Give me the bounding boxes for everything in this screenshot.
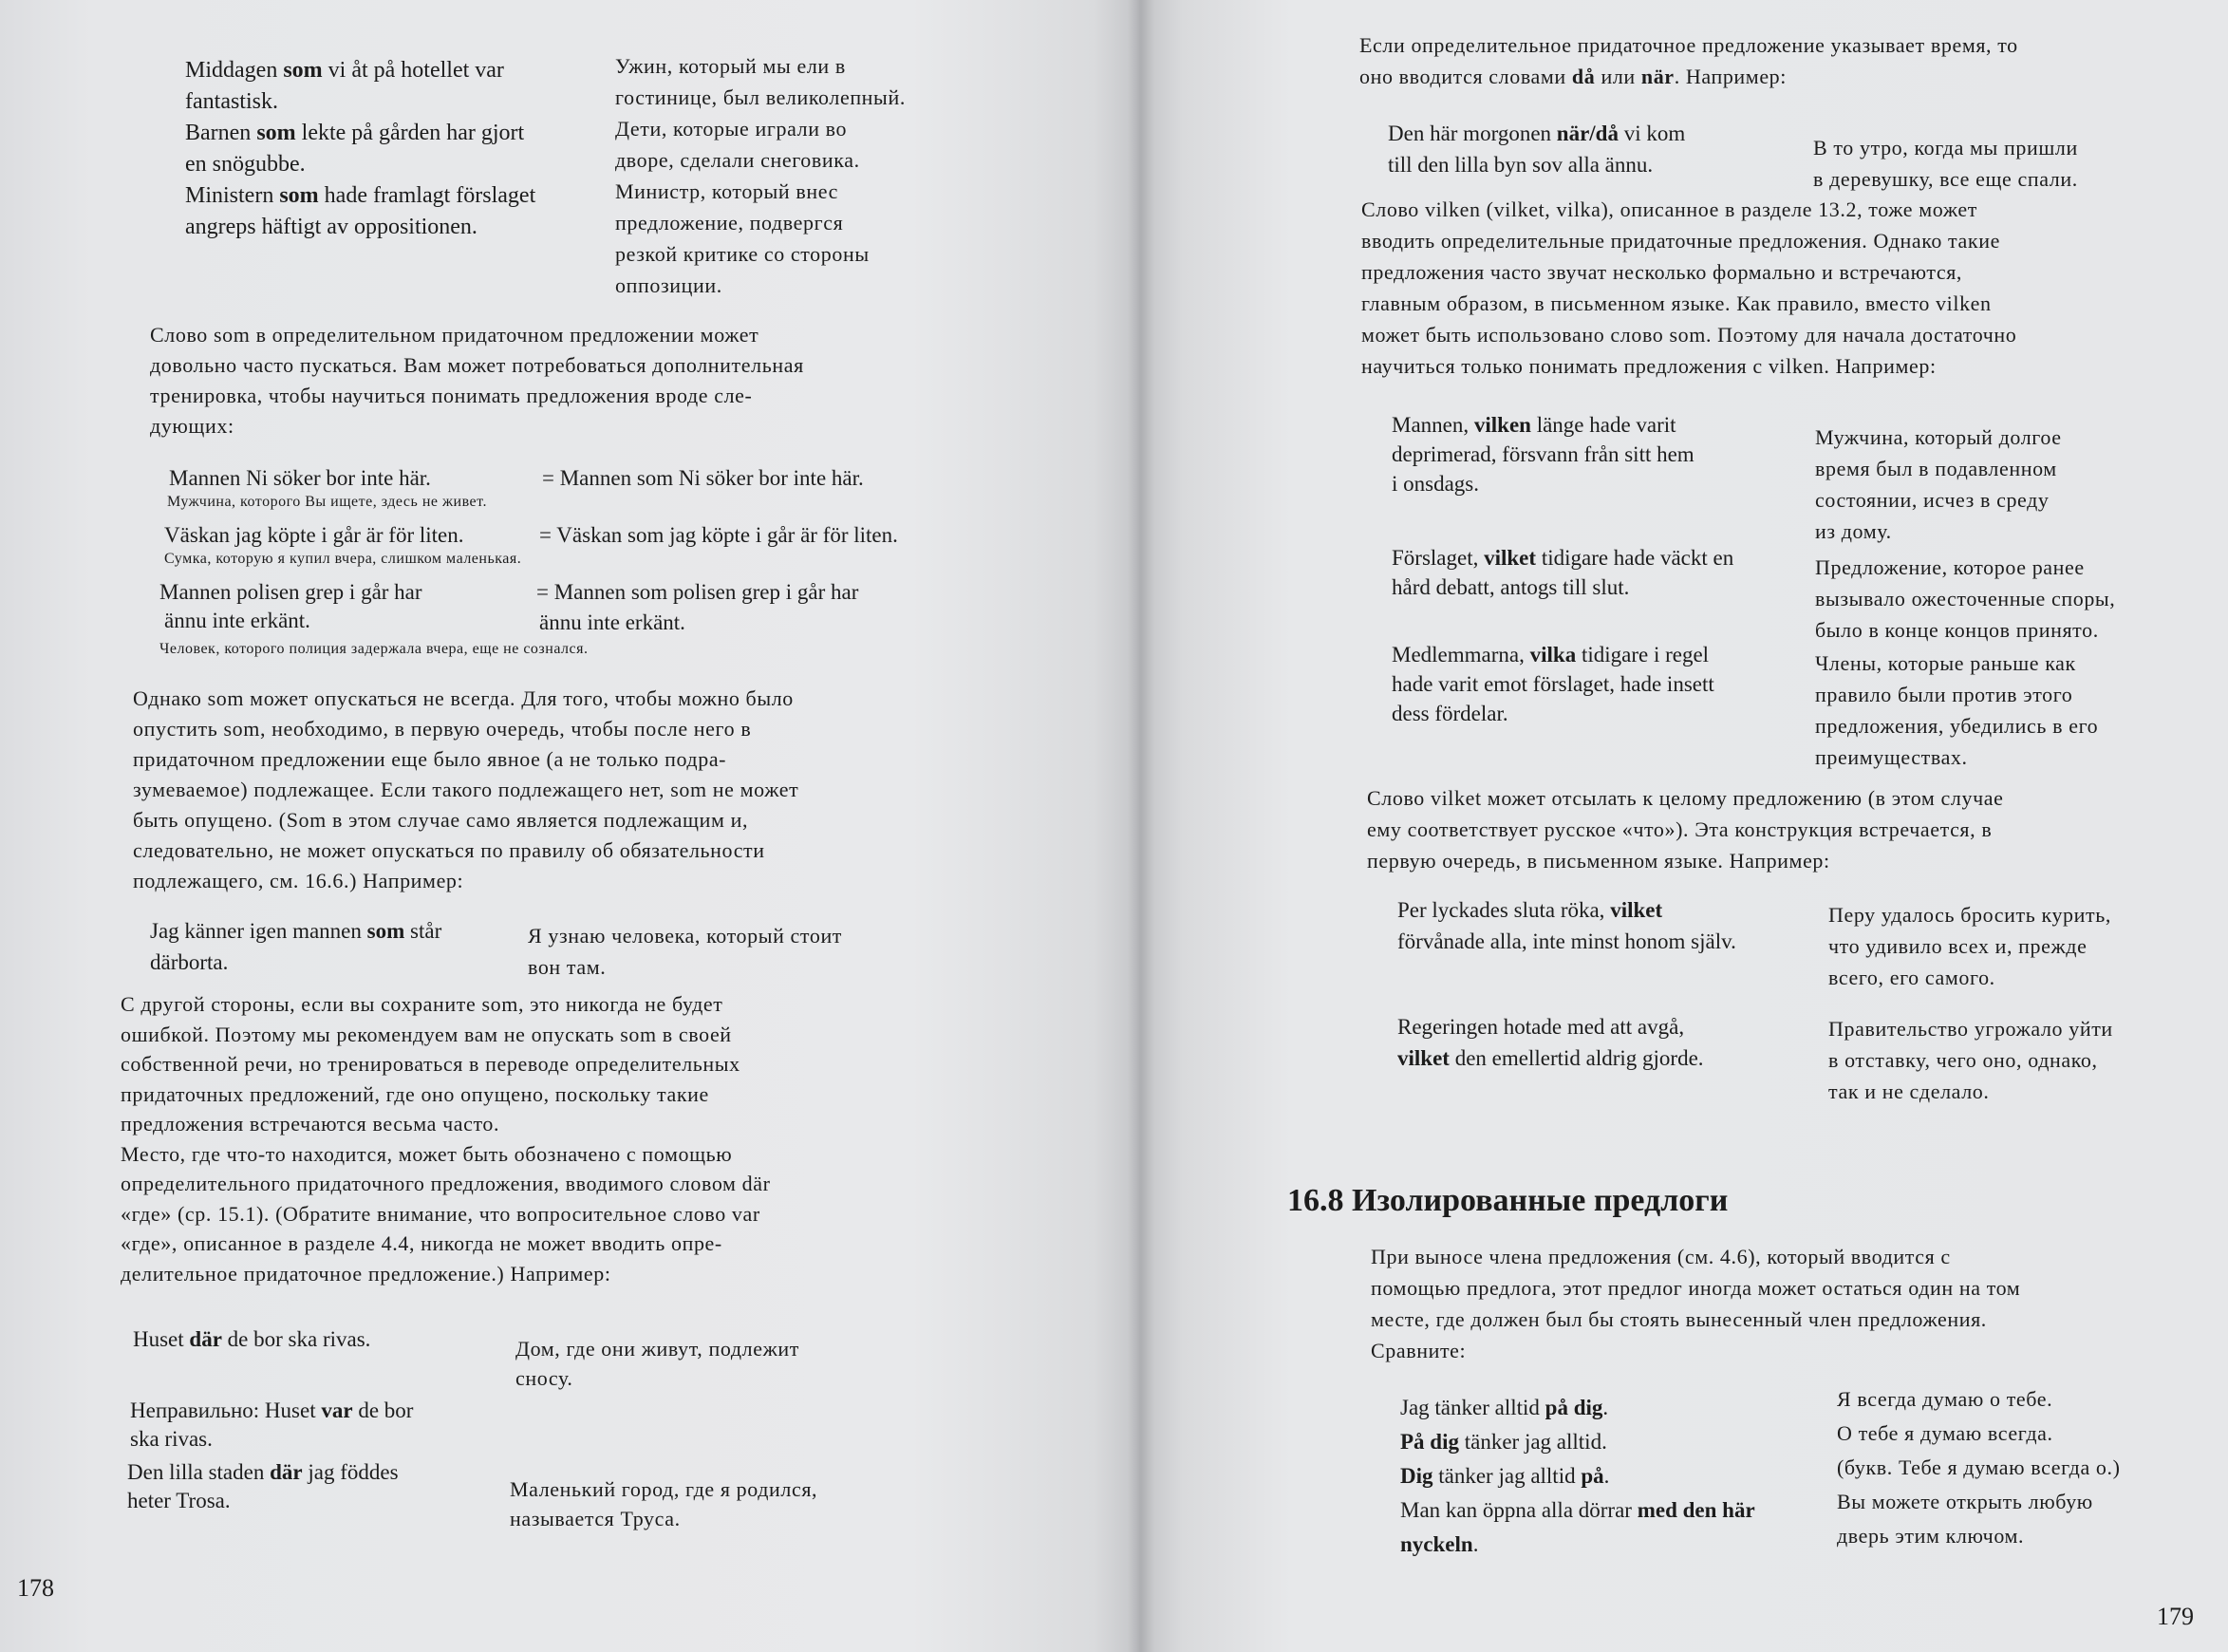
text-line: nyckeln. bbox=[1400, 1532, 1479, 1556]
text-line: резкой критике со стороны bbox=[615, 242, 870, 266]
text-line: därborta. bbox=[150, 950, 229, 974]
text-line: Я узнаю человека, который стоит bbox=[528, 924, 843, 948]
example-sv: Mannen polisen grep i går har bbox=[159, 580, 422, 604]
example-sv: Den lilla staden där jag föddes bbox=[127, 1460, 399, 1484]
example-equivalent: = Väskan som jag köpte i går är för liten. bbox=[539, 523, 898, 547]
example-ru: что удивило всех и, прежде bbox=[1828, 934, 2088, 958]
example-ru: правило были против этого bbox=[1815, 683, 2073, 706]
text-line: дверь этим ключом. bbox=[1837, 1524, 2025, 1548]
text-line: придаточном предложении еще было явное (а не только подра- bbox=[133, 747, 727, 771]
text-line: Вы можете открыть любую bbox=[1837, 1490, 2093, 1513]
example-sv: vilket den emellertid aldrig gjorde. bbox=[1397, 1046, 1704, 1070]
example-ru: из дому. bbox=[1815, 519, 1892, 543]
example-ru: называется Труса. bbox=[510, 1507, 681, 1530]
example-equivalent: ännu inte erkänt. bbox=[539, 610, 685, 634]
page-number-left: 178 bbox=[17, 1574, 54, 1602]
text-line: «где», описанное в разделе 4.4, никогда не может вводить опре- bbox=[121, 1231, 722, 1255]
text-line: опустить som, необходимо, в первую очередь, чтобы после него в bbox=[133, 717, 752, 741]
example-ru: Дом, где они живут, подлежит bbox=[515, 1337, 799, 1361]
example-sv: heter Trosa. bbox=[127, 1489, 231, 1512]
text-line: придаточных предложений, где оно опущено, поскольку такие bbox=[121, 1081, 709, 1106]
text-line: довольно часто пускаться. Вам может потребоваться дополнительная bbox=[150, 353, 804, 377]
text-line: Министр, который внес bbox=[615, 179, 839, 203]
text-line: дующих: bbox=[150, 414, 234, 438]
text-line: О тебе я думаю всегда. bbox=[1837, 1421, 2053, 1445]
text-line: вводить определительные придаточные предложения. Однако такие bbox=[1361, 229, 2000, 253]
text-line: С другой стороны, если вы сохраните som, это никогда не будет bbox=[121, 992, 723, 1016]
example-equivalent: = Mannen som Ni söker bor inte här. bbox=[542, 466, 864, 490]
right-page bbox=[1139, 0, 2228, 1652]
text-line: предложения встречаются весьма часто. bbox=[121, 1112, 500, 1136]
example-sv: dess fördelar. bbox=[1392, 702, 1508, 725]
text-line: Man kan öppna alla dörrar med den här bbox=[1400, 1498, 1755, 1522]
text-line: вон там. bbox=[528, 955, 607, 979]
text-line: предложение, подвергся bbox=[615, 211, 844, 235]
text-line: При выносе члена предложения (см. 4.6), который вводится с bbox=[1371, 1245, 1951, 1268]
example-ru: Маленький город, где я родился, bbox=[510, 1477, 818, 1501]
example-ru: вызывало ожесточенные споры, bbox=[1815, 587, 2116, 610]
example-gloss: Человек, которого полиция задержала вчера, еще не сознался. bbox=[159, 641, 589, 657]
text-line: В то утро, когда мы пришли bbox=[1813, 136, 2078, 160]
example-equivalent: = Mannen som polisen grep i går har bbox=[536, 580, 859, 604]
example-sv: deprimerad, försvann från sitt hem bbox=[1392, 442, 1694, 466]
text-line: Barnen som lekte på gården har gjort bbox=[185, 121, 525, 145]
text-line: ему соответствует русское «что»). Эта конструкция встречается, в bbox=[1367, 817, 1993, 841]
text-line: Слово som в определительном придаточном предложении может bbox=[150, 323, 759, 347]
example-ru: было в конце концов принято. bbox=[1815, 618, 2099, 642]
example-sv: ännu inte erkänt. bbox=[164, 609, 310, 632]
example-gloss: Мужчина, которого Вы ищете, здесь не живет. bbox=[167, 494, 487, 510]
text-line: в деревушку, все еще спали. bbox=[1813, 167, 2078, 191]
example-ru: предложения, убедились в его bbox=[1815, 714, 2099, 738]
text-line: Dig tänker jag alltid på. bbox=[1400, 1464, 1610, 1488]
example-ru: сносу. bbox=[515, 1366, 573, 1390]
example-ru: время был в подавленном bbox=[1815, 457, 2057, 480]
book-gutter bbox=[1128, 0, 1154, 1652]
text-line: предложения часто звучат несколько формально и встречаются, bbox=[1361, 260, 1963, 284]
text-line: главным образом, в письменном языке. Как правило, вместо vilken bbox=[1361, 291, 1992, 315]
example-ru: Предложение, которое ранее bbox=[1815, 555, 2085, 579]
text-line: следовательно, не может опускаться по правилу об обязательности bbox=[133, 838, 765, 862]
example-ru: в отставку, чего оно, однако, bbox=[1828, 1048, 2098, 1072]
example-sv: Regeringen hotade med att avgå, bbox=[1397, 1015, 1685, 1039]
example-ru: Перу удалось бросить курить, bbox=[1828, 903, 2111, 927]
text-line: Сравните: bbox=[1371, 1339, 1467, 1362]
text-line: делительное придаточное предложение.) Например: bbox=[121, 1261, 611, 1286]
text-line: angreps häftigt av oppositionen. bbox=[185, 215, 477, 239]
text-line: дворе, сделали снеговика. bbox=[615, 148, 860, 172]
text-line: тренировка, чтобы научиться понимать предложения вроде сле- bbox=[150, 384, 753, 407]
example-sv: hade varit emot förslaget, hade insett bbox=[1392, 672, 1714, 696]
text-line: fantastisk. bbox=[185, 89, 278, 114]
example-ru: состоянии, исчез в среду bbox=[1815, 488, 2050, 512]
text-line: Слово vilket может отсылать к целому предложению (в этом случае bbox=[1367, 786, 2004, 810]
text-line: оппозиции. bbox=[615, 273, 722, 297]
section-heading: 16.8 Изолированные предлоги bbox=[1287, 1183, 1729, 1218]
example-gloss: Сумка, которую я купил вчера, слишком маленькая. bbox=[164, 551, 522, 567]
example-ru: Правительство угрожало уйти bbox=[1828, 1017, 2113, 1041]
example-ru: так и не сделало. bbox=[1828, 1079, 1990, 1103]
example-ru: Мужчина, который долгое bbox=[1815, 425, 2062, 449]
example-sv: hård debatt, antogs till slut. bbox=[1392, 575, 1630, 599]
example-ru: Члены, которые раньше как bbox=[1815, 651, 2076, 675]
example-ru: преимуществах. bbox=[1815, 745, 1968, 769]
text-line: собственной речи, но тренироваться в переводе определительных bbox=[121, 1052, 740, 1076]
example-sv: Неправильно: Huset var de bor bbox=[130, 1399, 414, 1422]
text-line: Ministern som hade framlagt förslaget bbox=[185, 183, 536, 208]
text-line: месте, где должен был бы стоять вынесенный член предложения. bbox=[1371, 1307, 1987, 1331]
text-line: På dig tänker jag alltid. bbox=[1400, 1430, 1607, 1454]
text-line: быть опущено. (Som в этом случае само является подлежащим и, bbox=[133, 808, 749, 832]
text-line: Дети, которые играли во bbox=[615, 117, 848, 141]
example-ru: всего, его самого. bbox=[1828, 966, 1995, 989]
text-line: помощью предлога, этот предлог иногда может остаться один на том bbox=[1371, 1276, 2021, 1300]
example-sv: Huset där de bor ska rivas. bbox=[133, 1327, 371, 1351]
text-line: зумеваемое) подлежащее. Если такого подлежащего нет, som не может bbox=[133, 778, 799, 801]
example-sv: Per lyckades sluta röka, vilket bbox=[1397, 898, 1663, 922]
text-line: till den lilla byn sov alla ännu. bbox=[1388, 153, 1654, 177]
example-sv: Mannen Ni söker bor inte här. bbox=[169, 466, 431, 490]
text-line: Я всегда думаю о тебе. bbox=[1837, 1387, 2053, 1411]
text-line: Jag tänker alltid på dig. bbox=[1400, 1396, 1609, 1419]
example-sv: förvånade alla, inte minst honom själv. bbox=[1397, 929, 1736, 953]
text-line: (букв. Тебе я думаю всегда о.) bbox=[1837, 1455, 2121, 1479]
text-line: Middagen som vi åt på hotellet var bbox=[185, 58, 504, 83]
page-number-right: 179 bbox=[2157, 1603, 2194, 1630]
example-sv: Medlemmarna, vilka tidigare i regel bbox=[1392, 643, 1710, 666]
text-line: может быть использовано слово som. Поэтому для начала достаточно bbox=[1361, 323, 2017, 347]
text-line: подлежащего, см. 16.6.) Например: bbox=[133, 869, 464, 892]
example-sv: Väskan jag köpte i går är för liten. bbox=[164, 523, 464, 547]
text-line: ошибкой. Поэтому мы рекомендуем вам не опускать som в своей bbox=[121, 1022, 732, 1046]
text-line: Jag känner igen mannen som står bbox=[150, 919, 442, 943]
text-line: «где» (ср. 15.1). (Обратите внимание, что вопросительное слово var bbox=[121, 1201, 760, 1226]
text-line: en snögubbe. bbox=[185, 152, 306, 177]
text-line: определительного придаточного предложения, вводимого словом där bbox=[121, 1172, 771, 1195]
text-line: Однако som может опускаться не всегда. Для того, чтобы можно было bbox=[133, 686, 794, 710]
text-line: научиться только понимать предложения с vilken. Например: bbox=[1361, 354, 1937, 378]
example-sv: Mannen, vilken länge hade varit bbox=[1392, 413, 1676, 437]
text-line: Место, где что-то находится, может быть обозначено с помощью bbox=[121, 1141, 733, 1166]
text-line: Если определительное придаточное предложение указывает время, то bbox=[1359, 33, 2018, 57]
text-line: первую очередь, в письменном языке. Например: bbox=[1367, 849, 1830, 873]
text-line: Den här morgonen när/då vi kom bbox=[1388, 122, 1686, 145]
example-sv: ska rivas. bbox=[130, 1427, 213, 1451]
text-line: Слово vilken (vilket, vilka), описанное в разделе 13.2, тоже может bbox=[1361, 197, 1977, 221]
example-sv: Förslaget, vilket tidigare hade väckt en bbox=[1392, 546, 1734, 570]
text-line: гостинице, был великолепный. bbox=[615, 85, 906, 109]
example-sv: i onsdags. bbox=[1392, 472, 1479, 496]
text-line: Ужин, который мы ели в bbox=[615, 54, 846, 78]
text-line: оно вводится словами då или när. Например: bbox=[1359, 65, 1787, 88]
